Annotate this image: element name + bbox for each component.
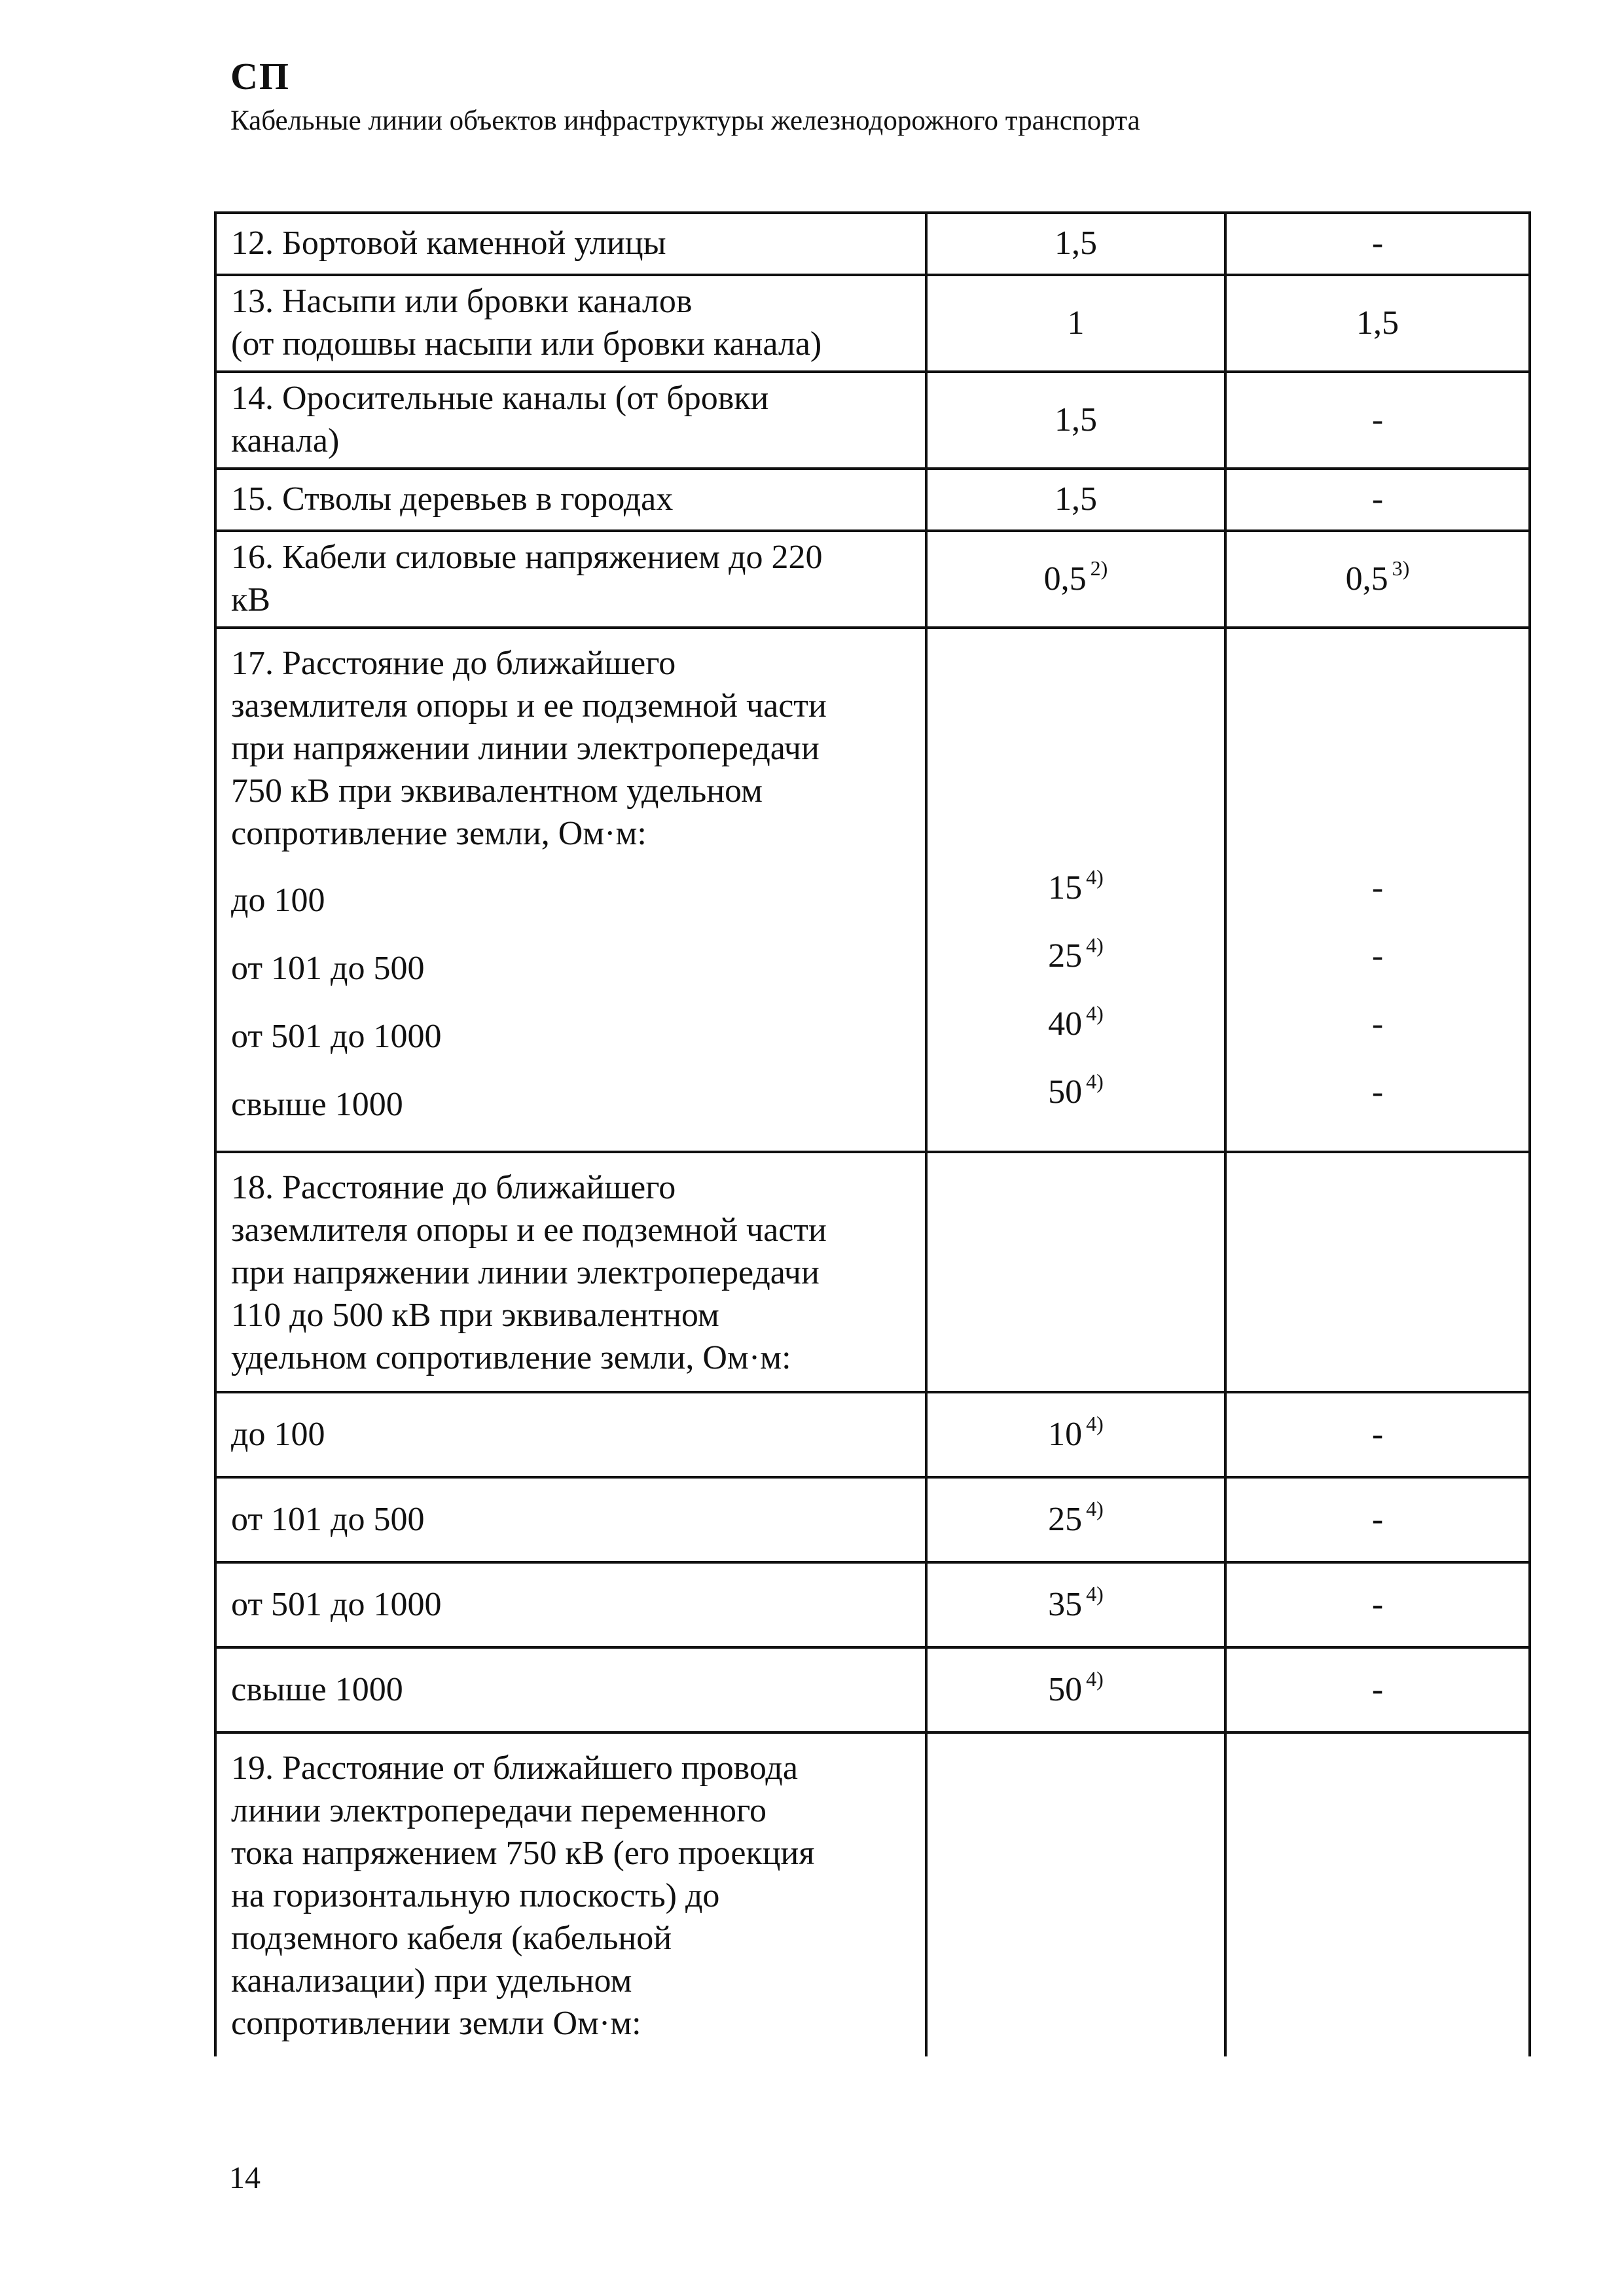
row-18-line-1: 18. Расстояние до ближайшего xyxy=(231,1169,676,1206)
row-17-line-2: заземлителя опоры и ее подземной части xyxy=(231,687,827,725)
row-14-value-1: 1,5 xyxy=(926,372,1225,469)
table-row-19 xyxy=(215,1732,1530,2056)
table-row-17 xyxy=(215,628,1530,1152)
row-19-empty-1 xyxy=(926,1732,1225,2056)
row-18-sub-value-1 xyxy=(926,1392,1225,1477)
row-17-sub-value-4 xyxy=(942,1058,1210,1126)
row-18-sub-label-3: от 501 до 1000 xyxy=(215,1562,926,1647)
table-row-14 xyxy=(215,372,1530,469)
row-18-line-3: при напряжении линии электропередачи xyxy=(231,1254,820,1291)
row-19-line-3: тока напряжением 750 кВ (его проекция xyxy=(231,1835,815,1872)
row-17-sub-value-2-footnote: 4) xyxy=(1086,933,1104,957)
row-17-sub-value-4-number: 50 xyxy=(1048,1073,1083,1111)
row-17-sub-value-1 xyxy=(942,854,1210,922)
row-19-line-6: канализации) при удельном xyxy=(231,1962,632,2000)
row-17-line-3: при напряжении линии электропередачи xyxy=(231,730,820,767)
row-12-value-2: - xyxy=(1225,213,1530,275)
row-15-value-2: - xyxy=(1225,469,1530,531)
row-17-line-5: сопротивление земли, Ом·м: xyxy=(231,815,647,852)
row-13-value-1: 1 xyxy=(926,275,1225,372)
row-17-description xyxy=(215,628,926,1152)
row-19-line-1: 19. Расстояние от ближайшего провода xyxy=(231,1749,798,1787)
row-13-description xyxy=(215,275,926,372)
document-code: СП xyxy=(230,55,290,98)
row-16-value-2 xyxy=(1225,531,1530,628)
row-18-sub-value-2-footnote: 4) xyxy=(1086,1496,1104,1520)
row-17-sub-value-3-footnote: 4) xyxy=(1086,1001,1104,1025)
row-18-sub-dash-2: - xyxy=(1225,1477,1530,1562)
row-18-sub-value-4-number: 50 xyxy=(1048,1670,1083,1708)
row-16-value-1-number: 0,5 xyxy=(1043,560,1087,598)
row-18-sub-value-4-footnote: 4) xyxy=(1086,1666,1104,1691)
row-13-line-2: (от подошвы насыпи или бровки канала) xyxy=(231,325,822,363)
row-18-sub-dash-3: - xyxy=(1225,1562,1530,1647)
page-number: 14 xyxy=(229,2161,261,2195)
row-18-empty-2 xyxy=(1225,1152,1530,1392)
row-17-sub-value-1-number: 15 xyxy=(1048,869,1083,906)
row-19-line-2: линии электропередачи переменного xyxy=(231,1792,767,1829)
row-16-description xyxy=(215,531,926,628)
row-17-sub-label-1: до 100 xyxy=(231,882,325,919)
row-17-sub-label-2: от 101 до 500 xyxy=(231,950,425,987)
table-row-18 xyxy=(215,1152,1530,1392)
row-19-line-4: на горизонтальную плоскость) до xyxy=(231,1877,720,1914)
row-16-value-1 xyxy=(926,531,1225,628)
row-17-sub-value-4-footnote: 4) xyxy=(1086,1069,1104,1093)
row-17-sub-value-3 xyxy=(942,990,1210,1058)
table-row-18-sub-3 xyxy=(215,1562,1530,1647)
row-18-sub-label-2: от 101 до 500 xyxy=(215,1477,926,1562)
table-row-13 xyxy=(215,275,1530,372)
document-title: Кабельные линии объектов инфраструктуры железнодорожного транспорта xyxy=(230,105,1140,136)
table-row-12 xyxy=(215,213,1530,275)
row-18-sub-dash-4: - xyxy=(1225,1647,1530,1732)
row-13-line-1: 13. Насыпи или бровки каналов xyxy=(231,283,693,320)
document-header xyxy=(230,54,1140,139)
row-19-line-5: подземного кабеля (кабельной xyxy=(231,1920,672,1957)
row-17-line-1: 17. Расстояние до ближайшего xyxy=(231,645,676,682)
row-18-sub-value-2 xyxy=(926,1477,1225,1562)
row-15-value-1: 1,5 xyxy=(926,469,1225,531)
row-12-value-1: 1,5 xyxy=(926,213,1225,275)
row-19-description xyxy=(215,1732,926,2056)
row-17-sub-labels xyxy=(231,867,911,1139)
row-17-sub-dash-4: - xyxy=(1371,1073,1384,1111)
distance-table xyxy=(214,211,1531,2056)
row-17-sub-label-4: свыше 1000 xyxy=(231,1086,403,1123)
row-18-sub-label-1: до 100 xyxy=(215,1392,926,1477)
row-16-value-2-footnote: 3) xyxy=(1392,556,1410,580)
row-14-description xyxy=(215,372,926,469)
row-16-value-1-footnote: 2) xyxy=(1090,556,1108,580)
row-18-description xyxy=(215,1152,926,1392)
row-13-value-2: 1,5 xyxy=(1225,275,1530,372)
row-16-value-2-number: 0,5 xyxy=(1345,560,1388,598)
row-17-sub-value-2-number: 25 xyxy=(1048,937,1083,975)
row-14-value-2: - xyxy=(1225,372,1530,469)
row-18-sub-value-3 xyxy=(926,1562,1225,1647)
table-row-18-sub-1 xyxy=(215,1392,1530,1477)
row-18-sub-dash-1: - xyxy=(1225,1392,1530,1477)
row-15-description: 15. Стволы деревьев в городах xyxy=(215,469,926,531)
row-14-line-1: 14. Оросительные каналы (от бровки xyxy=(231,380,769,417)
row-14-line-2: канала) xyxy=(231,422,340,459)
row-17-sub-value-2 xyxy=(942,922,1210,990)
row-17-sub-label-3: от 501 до 1000 xyxy=(231,1018,442,1055)
row-18-line-5: удельном сопротивление земли, Ом·м: xyxy=(231,1339,791,1376)
row-18-sub-value-1-number: 10 xyxy=(1048,1415,1083,1453)
table-row-16 xyxy=(215,531,1530,628)
row-18-line-2: заземлителя опоры и ее подземной части xyxy=(231,1211,827,1249)
row-17-values-2 xyxy=(1225,628,1530,1152)
row-19-line-7: сопротивлении земли Ом·м: xyxy=(231,2005,641,2042)
row-17-sub-dash-1: - xyxy=(1371,869,1384,906)
row-18-sub-value-2-number: 25 xyxy=(1048,1500,1083,1538)
table-row-18-sub-4 xyxy=(215,1647,1530,1732)
row-17-sub-dash-2: - xyxy=(1371,937,1384,975)
row-18-sub-value-4 xyxy=(926,1647,1225,1732)
row-12-description: 12. Бортовой каменной улицы xyxy=(215,213,926,275)
row-17-sub-dash-3: - xyxy=(1371,1005,1384,1043)
row-18-sub-value-1-footnote: 4) xyxy=(1086,1411,1104,1435)
row-16-line-1: 16. Кабели силовые напряжением до 220 xyxy=(231,539,823,576)
table-row-18-sub-2 xyxy=(215,1477,1530,1562)
row-16-line-2: кВ xyxy=(231,581,270,619)
row-18-sub-value-3-footnote: 4) xyxy=(1086,1581,1104,1605)
row-18-empty-1 xyxy=(926,1152,1225,1392)
table-row-15 xyxy=(215,469,1530,531)
row-18-sub-value-3-number: 35 xyxy=(1048,1585,1083,1623)
row-17-sub-value-1-footnote: 4) xyxy=(1086,865,1104,889)
row-17-line-4: 750 кВ при эквивалентном удельном xyxy=(231,772,763,810)
row-19-empty-2 xyxy=(1225,1732,1530,2056)
row-17-values-1 xyxy=(926,628,1225,1152)
row-18-line-4: 110 до 500 кВ при эквивалентном xyxy=(231,1297,719,1334)
row-18-sub-label-4: свыше 1000 xyxy=(215,1647,926,1732)
row-17-sub-value-3-number: 40 xyxy=(1048,1005,1083,1043)
